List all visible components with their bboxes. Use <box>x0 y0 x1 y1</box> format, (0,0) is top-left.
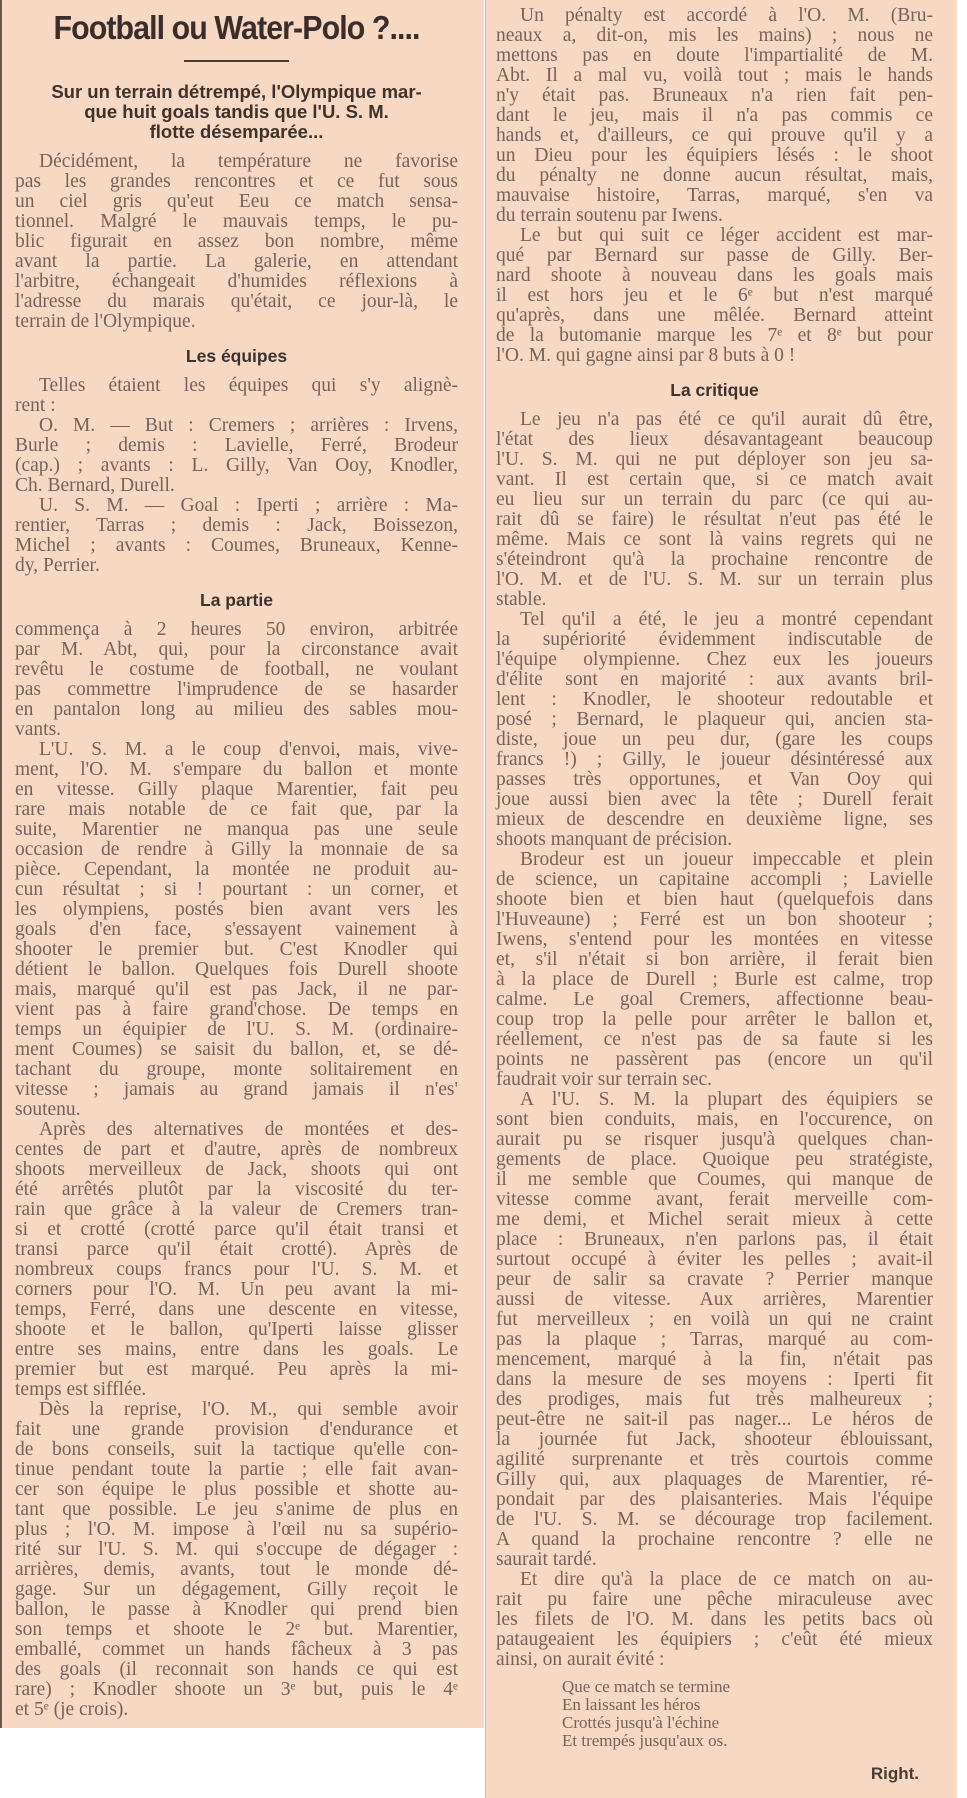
text-line: qué par Bernard sur passe de Gilly. Ber- <box>496 245 933 266</box>
text-line: Michel ; avants : Coumes, Bruneaux, Kenne- <box>15 535 458 556</box>
paragraph <box>496 226 933 366</box>
text-line: aussi de vitesse. Aux arrières, Marentier <box>496 1289 933 1310</box>
subtitle-line: que huit goals tandis que l'U. S. M. <box>84 101 389 122</box>
paragraph <box>15 1400 458 1720</box>
text-line: tionnel. Malgré le mauvais temps, le pu- <box>15 211 458 232</box>
text-line: même. Mais ce sont là vains regrets qui ne <box>496 529 933 550</box>
text-line: vitesse comme avant, ferait merveille com- <box>496 1189 933 1210</box>
text-line: pas les grandes rencontres et ce fut sous <box>15 171 458 192</box>
text-line: les filets de l'O. M. dans les petits bacs où <box>496 1609 933 1630</box>
paragraph <box>496 850 933 1090</box>
text-line: agilité surprenante et très courtois comme <box>496 1449 933 1470</box>
text-line: réellement, ce n'est pas de sa faute si les <box>496 1029 933 1050</box>
text-line: n'y était pas. Bruneaux n'a rien fait pen- <box>496 85 933 106</box>
text-line: vient pas à faire grand'chose. De temps en <box>15 999 458 1020</box>
paragraph <box>15 376 458 416</box>
verse-line: Crottés jusqu'à l'échine <box>562 1713 720 1732</box>
text-line: stable. <box>496 589 547 610</box>
text-line: de la butomanie marque les 7ᵉ et 8ᵉ but pour <box>496 325 933 346</box>
section-heading: Les équipes <box>185 346 288 366</box>
paragraph <box>15 620 458 740</box>
text-line: rent : <box>15 395 56 416</box>
text-line: nombreux coups francs pour l'U. S. M. et <box>15 1259 458 1280</box>
text-line: Burle ; demis : Lavielle, Ferré, Brodeur <box>15 435 458 456</box>
text-line: l'équipe olympienne. Chez eux les joueurs <box>496 649 933 670</box>
text-line: fait une grande provision d'endurance et <box>15 1419 458 1440</box>
text-line: centes de part et d'autre, après de nombreux <box>15 1139 458 1160</box>
text-line: shooter le premier but. C'est Knodler qui <box>15 939 458 960</box>
text-line: Un pénalty est accordé à l'O. M. (Bru- <box>520 5 933 26</box>
text-line: plus ; l'O. M. impose à l'œil nu sa supério- <box>15 1519 458 1540</box>
text-line: les olympiens, postés bien avant vers les <box>15 899 458 920</box>
text-line: pièce. Cependant, la montée ne produit au- <box>15 859 458 880</box>
text-line: faudrait voir sur terrain sec. <box>496 1069 713 1090</box>
text-line: O. M. — But : Cremers ; arrières : Irvens, <box>39 415 458 436</box>
text-line: pataugeaient les équipiers ; c'eût été mieux <box>496 1629 933 1650</box>
paragraph <box>496 6 933 226</box>
text-line: rité sur l'U. S. M. qui s'occupe de dégager : <box>15 1539 458 1560</box>
text-line: A quand la prochaine rencontre ? elle ne <box>496 1529 933 1550</box>
text-line: ment, l'O. M. s'empare du ballon et monte <box>15 759 458 780</box>
text-line: qu'après, dans une mêlée. Bernard atteint <box>496 305 933 326</box>
text-line: transi parce qu'il était crotté). Après de <box>15 1239 458 1260</box>
left-column-body <box>15 152 458 1720</box>
text-line: l'Huveaune) ; Ferré est un bon shooteur ; <box>496 909 933 930</box>
text-line: dans la mesure de ses moyens : Iperti fit <box>496 1369 933 1390</box>
text-line: la journée fut Jack, shooteur éblouissant, <box>496 1429 933 1450</box>
article-title: Football ou Water-Polo ?.... <box>53 9 420 46</box>
text-line: l'adresse du marais qu'était, ce jour-là, le <box>15 291 458 312</box>
text-line: commença à 2 heures 50 environ, arbitrée <box>15 619 458 640</box>
text-line: de l'U. S. M. se décourage trop facilement. <box>496 1509 933 1530</box>
text-line: tachant du groupe, monte solitairement en <box>15 1059 458 1080</box>
text-line: suite, Marentier ne manqua pas une seule <box>15 819 458 840</box>
text-line: l'O. M. qui gagne ainsi par 8 buts à 0 ! <box>496 345 796 366</box>
text-line: la supériorité évidemment indiscutable de <box>496 629 933 650</box>
text-line: l'arbitre, échangeait d'humides réflexions à <box>15 271 458 292</box>
text-line: Après des alternatives de montées et des- <box>39 1119 458 1140</box>
subtitle-line: flotte désemparée... <box>149 121 324 142</box>
text-line: rare) ; Knodler shoote un 3ᵉ but, puis le 4ᵉ <box>15 1679 458 1700</box>
text-line: il me semble que Coumes, qui manque de <box>496 1169 933 1190</box>
text-line: vants. <box>15 719 62 740</box>
paragraph <box>496 1570 933 1670</box>
text-line: blic figurait en assez bon nombre, même <box>15 231 458 252</box>
text-line: L'U. S. M. a le coup d'envoi, mais, vive- <box>39 739 458 760</box>
text-line: par M. Abt, qui, pour la circonstance avait <box>15 639 458 660</box>
text-line: lent : Knodler, le shooteur redoutable et <box>496 689 933 710</box>
text-line: un ciel gris qu'eut Eeu ce match sensa- <box>15 191 458 212</box>
text-line: Ch. Bernard, Durell. <box>15 475 175 496</box>
text-line: rait dû se faire) le résultat n'eut pas été le <box>496 509 933 530</box>
text-line: l'état des lieux désavantageant beaucoup <box>496 429 933 450</box>
text-line: dy, Perrier. <box>15 555 100 576</box>
text-line: sont bien conduits, mais, en l'occurence, on <box>496 1109 933 1130</box>
text-line: Iwens, s'entend pour les montées en vitesse <box>496 929 933 950</box>
text-line: si et crotté (crotté parce qu'il était transi et <box>15 1219 458 1240</box>
verse-line: En laissant les héros <box>562 1695 701 1714</box>
title-divider <box>184 60 289 62</box>
text-line: premier but est marqué. Peu après la mi- <box>15 1359 458 1380</box>
text-line: du terrain soutenu par Iwens. <box>496 205 723 226</box>
text-line: en vitesse. Gilly plaque Marentier, fait peu <box>15 779 458 800</box>
text-line: occasion de rendre à Gilly la monnaie de sa <box>15 839 458 860</box>
paragraph <box>15 152 458 332</box>
text-line: gage. Sur un dégagement, Gilly reçoit le <box>15 1579 458 1600</box>
text-line: de science, un capitaine accompli ; Lavielle <box>496 869 933 890</box>
text-line: Tel qu'il a été, le jeu a montré cependant <box>520 609 933 630</box>
right-column <box>485 0 957 1798</box>
section-heading: La critique <box>670 380 759 400</box>
text-line: un Dieu pour les équipiers lésés : le shoot <box>496 145 933 166</box>
paragraph <box>15 416 458 496</box>
text-line: calme. Le goal Cremers, affectionne beau- <box>496 989 933 1010</box>
text-line: rentier, Tarras ; demis : Jack, Boissezon, <box>15 515 458 536</box>
text-line: peut-être ne sait-il pas nager... Le héros de <box>496 1409 933 1430</box>
text-line: aurait pu se risquer jusqu'à quelques chan- <box>496 1129 933 1150</box>
text-line: U. S. M. — Goal : Iperti ; arrière : Ma- <box>39 495 458 516</box>
verse-line: Que ce match se termine <box>562 1677 731 1696</box>
text-line: diste, joue un peu dur, (gare les coups <box>496 729 933 750</box>
text-line: dant le jeu, mais il n'a pas commis ce <box>496 105 933 126</box>
section-heading: La partie <box>200 590 273 610</box>
text-line: saurait tardé. <box>496 1549 597 1570</box>
closing-verse <box>562 1678 933 1750</box>
paragraph <box>496 410 933 610</box>
text-line: shoote et le ballon, qu'Iperti laisse glisser <box>15 1319 458 1340</box>
text-line: ainsi, on aurait évité : <box>496 1649 665 1670</box>
text-line: des goals (il reconnait son hands ce qui est <box>15 1659 458 1680</box>
text-line: son temps et shoote le 2ᵉ but. Marentier, <box>15 1619 458 1640</box>
text-line: corners pour l'O. M. Un peu avant la mi- <box>15 1279 458 1300</box>
text-line: Décidément, la température ne favorise <box>39 151 458 172</box>
text-line: neaux a, dit-on, mis les mains) ; nous ne <box>496 25 933 46</box>
text-line: vitesse ; jamais au grand jamais il n'es' <box>15 1079 458 1100</box>
text-line: de bons conseils, suit la tactique qu'elle con- <box>15 1439 458 1460</box>
paragraph <box>496 1090 933 1570</box>
text-line: des prodiges, mais fut très malheureux ; <box>496 1389 933 1410</box>
text-line: Et dire qu'à la place de ce match on au- <box>520 1569 933 1590</box>
text-line: entre ses mains, entre dans les goals. Le <box>15 1339 458 1360</box>
text-line: surtout occupé à éviter les pelles ; avait-il <box>496 1249 933 1270</box>
text-line: en pantalon long au milieu des sables mou- <box>15 699 458 720</box>
text-line: tinue pendant toute la partie ; elle fait avan- <box>15 1459 458 1480</box>
text-line: temps est sifflée. <box>15 1379 147 1400</box>
text-line: A l'U. S. M. la plupart des équipiers se <box>520 1089 933 1110</box>
text-line: l'O. M. et de l'U. S. M. sur un terrain plus <box>496 569 933 590</box>
text-line: mieux de descendre en deuxième ligne, ses <box>496 809 933 830</box>
verse-line: Et trempés jusqu'aux os. <box>562 1731 728 1750</box>
text-line: me demi, et Michel serait mieux à cette <box>496 1209 933 1230</box>
text-line: il est hors jeu et le 6ᵉ but n'est marqué <box>496 285 933 306</box>
text-line: rare mais notable de ce fait que, par la <box>15 799 458 820</box>
text-line: points ne passèrent pas (encore un qu'il <box>496 1049 933 1070</box>
text-line: Le but qui suit ce léger accident est mar- <box>520 225 933 246</box>
text-line: rain que grâce à la valeur de Cremers tran- <box>15 1199 458 1220</box>
text-line: terrain de l'Olympique. <box>15 311 196 332</box>
text-line: Dès la reprise, l'O. M., qui semble avoir <box>39 1399 458 1420</box>
text-line: pas commettre l'imprudence de se hasarder <box>15 679 458 700</box>
text-line: posé ; Bernard, le plaqueur qui, ancien sta- <box>496 709 933 730</box>
text-line: rait pu faire une pêche miraculeuse avec <box>496 1589 933 1610</box>
text-line: détient le ballon. Quelques fois Durell shoote <box>15 959 458 980</box>
text-line: l'U. S. M. qui ne put déployer son jeu sa- <box>496 449 933 470</box>
right-column-body <box>496 6 933 1670</box>
text-line: arrières, demis, avants, tout le monde dé- <box>15 1559 458 1580</box>
subtitle-line: Sur un terrain détrempé, l'Olympique mar- <box>51 81 422 102</box>
text-line: shoote bien et bien haut (quelquefois dans <box>496 889 933 910</box>
text-line: vant. Il est certain que, si ce match avait <box>496 469 933 490</box>
text-line: ballon, le passe à Knodler qui prend bien <box>15 1599 458 1620</box>
text-line: ment Coumes) se saisit du ballon, et, se dé- <box>15 1039 458 1060</box>
text-line: temps un équipier de l'U. S. M. (ordinaire- <box>15 1019 458 1040</box>
text-line: tant que possible. Le jeu s'anime de plus en <box>15 1499 458 1520</box>
text-line: nard shoote à nouveau dans les goals mais <box>496 265 933 286</box>
paragraph <box>15 740 458 1120</box>
text-line: et 5ᵉ (je crois). <box>15 1699 129 1720</box>
text-line: pas la plaque ; Tarras, marqué au com- <box>496 1329 933 1350</box>
text-line: place : Bruneaux, n'en parlons pas, il était <box>496 1229 933 1250</box>
text-line: shoots merveilleux de Jack, shoots qui ont <box>15 1159 458 1180</box>
paragraph <box>496 610 933 850</box>
text-line: Gilly qui, aux plaquages de Marentier, ré- <box>496 1469 933 1490</box>
text-line: Brodeur est un joueur impeccable et plein <box>520 849 933 870</box>
text-line: avant la partie. La galerie, en attendant <box>15 251 458 272</box>
text-line: hands et, d'ailleurs, ce qui prouve qu'il y a <box>496 125 933 146</box>
text-line: goals d'en face, s'essayent vainement à <box>15 919 458 940</box>
text-line: gements de place. Quoique peu stratégiste, <box>496 1149 933 1170</box>
text-line: à la place de Durell ; Burle est calme, trop <box>496 969 933 990</box>
text-line: fut merveilleux ; en voilà un qui ne craint <box>496 1309 933 1330</box>
text-line: francs !) ; Gilly, le joueur désintéressé aux <box>496 749 933 770</box>
paragraph <box>15 496 458 576</box>
text-line: mauvaise histoire, Tarras, marqué, s'en va <box>496 185 933 206</box>
text-line: emballé, commet un hands fâcheux à 3 pas <box>15 1639 458 1660</box>
text-line: eu lieu sur un terrain du parc (ce qui au- <box>496 489 933 510</box>
text-line: s'éteindront qu'à la prochaine rencontre de <box>496 549 933 570</box>
text-line: (cap.) ; avants : L. Gilly, Van Ooy, Knodler, <box>15 455 458 476</box>
text-line: joue aussi bien avec la tête ; Durell ferait <box>496 789 933 810</box>
text-line: revêtu le costume de football, ne voulant <box>15 659 458 680</box>
text-line: peur de salir sa cravate ? Perrier manque <box>496 1269 933 1290</box>
text-line: cun résultat ; si ! pourtant : un corner, et <box>15 879 458 900</box>
text-line: mais, marqué qu'il est pas Jack, il ne par- <box>15 979 458 1000</box>
text-line: shoots manquant de précision. <box>496 829 733 850</box>
text-line: été arrêtés plutôt par la viscosité du ter- <box>15 1179 458 1200</box>
text-line: Abt. Il a mal vu, voilà tout ; mais le hands <box>496 65 933 86</box>
text-line: Telles étaient les équipes qui s'y alignè- <box>39 375 458 396</box>
text-line: coup trop la pelle pour arrêter le ballon et, <box>496 1009 933 1030</box>
text-line: mettons pas en doute l'impartialité de M. <box>496 45 933 66</box>
text-line: soutenu. <box>15 1099 81 1120</box>
text-line: du pénalty ne donne aucun résultat, mais, <box>496 165 933 186</box>
paragraph <box>15 1120 458 1400</box>
text-line: passes très opportunes, et Van Ooy qui <box>496 769 933 790</box>
text-line: et, s'il n'était si bon arrière, il ferait bien <box>496 949 933 970</box>
text-line: temps, Ferré, dans une descente en vitesse, <box>15 1299 458 1320</box>
author-signature: Right. <box>870 1764 919 1783</box>
left-column <box>0 0 484 1728</box>
text-line: mencement, marqué à la fin, n'était pas <box>496 1349 933 1370</box>
article-subtitle <box>15 82 458 142</box>
text-line: pondait par des plaisanteries. Mais l'équipe <box>496 1489 933 1510</box>
text-line: cer son équipe le plus possible et shotte au- <box>15 1479 458 1500</box>
text-line: Le jeu n'a pas été ce qu'il aurait dû être, <box>520 409 933 430</box>
text-line: d'élite sont en majorité : aux avants bril- <box>496 669 933 690</box>
